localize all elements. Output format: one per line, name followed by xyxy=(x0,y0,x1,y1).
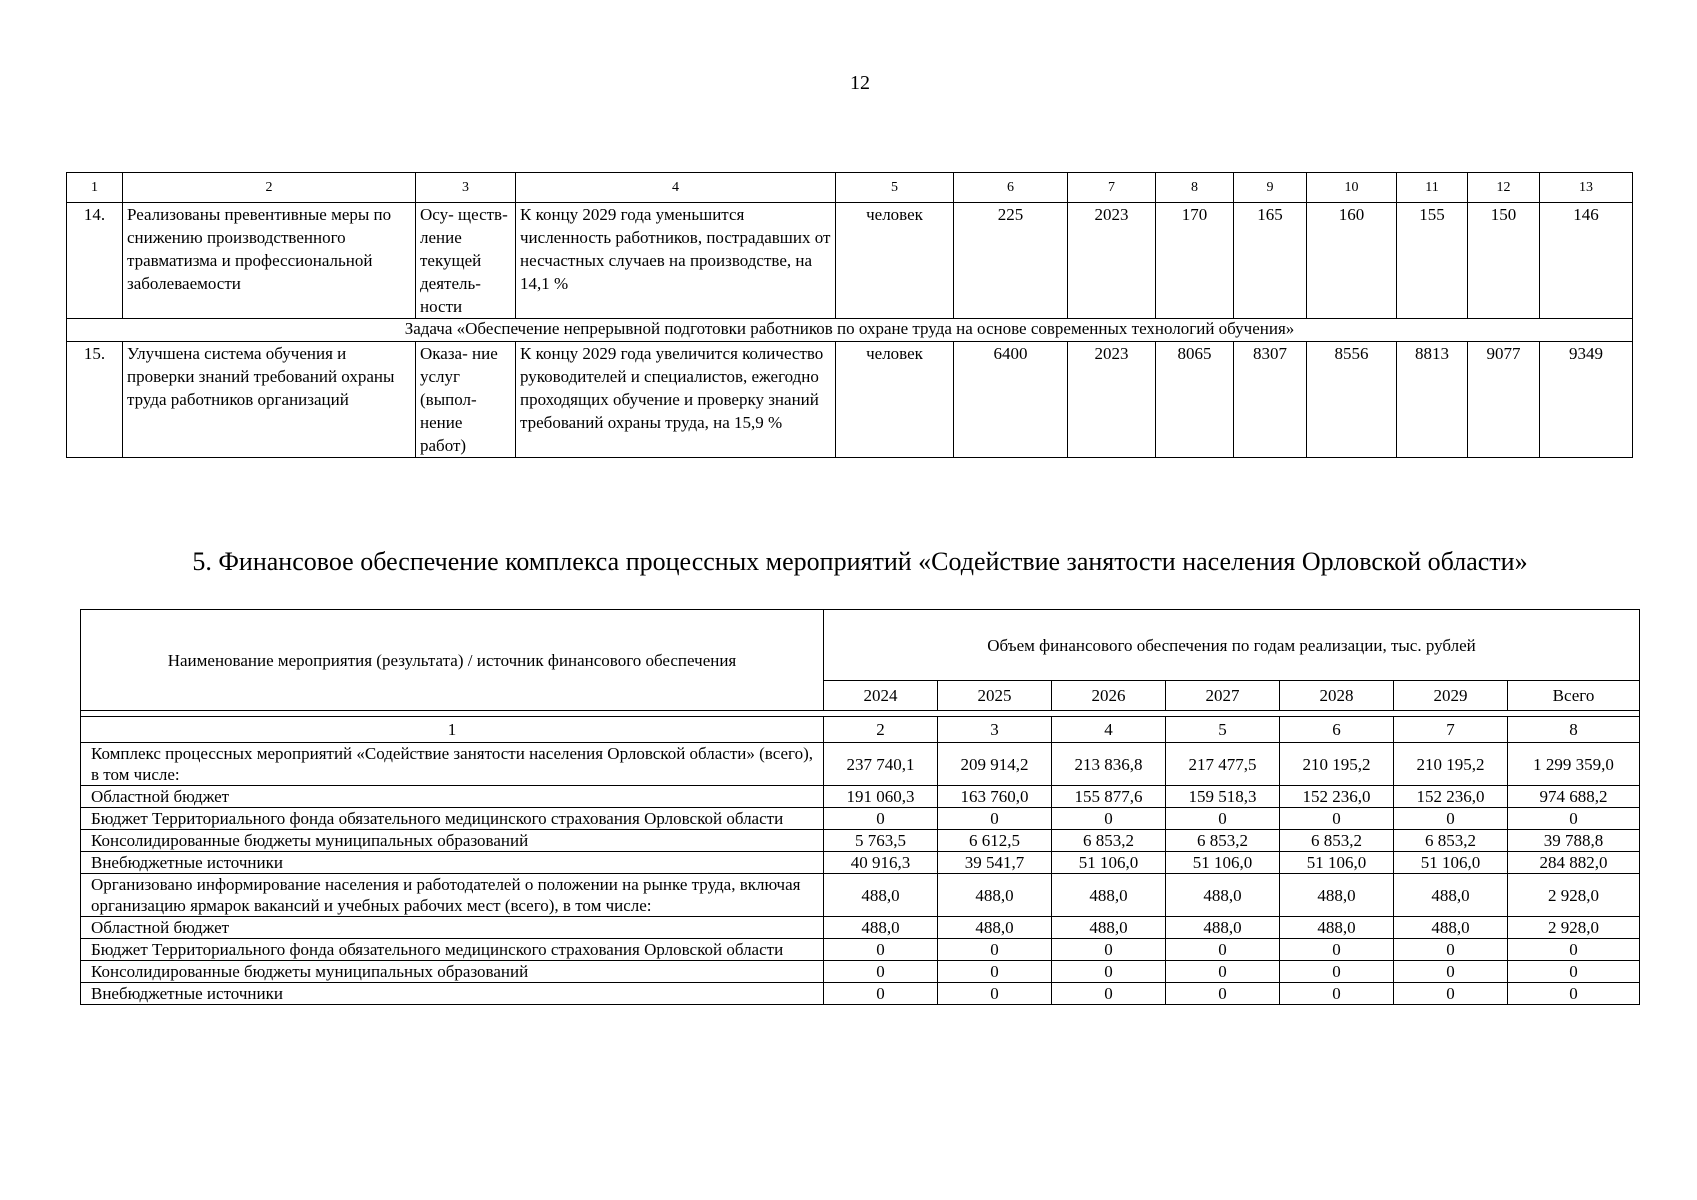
volume-header: Объем финансового обеспечения по годам реализации, тыс. рублей xyxy=(824,610,1640,681)
unit: человек xyxy=(836,203,954,319)
year-value: 0 xyxy=(824,808,938,830)
column-number: 11 xyxy=(1397,173,1468,203)
year-value: 0 xyxy=(1166,983,1280,1005)
result-name: Реализованы превентивные меры по снижению производственного травматизма и профессиональной заболеваемости xyxy=(123,203,416,319)
year-value: 0 xyxy=(1166,808,1280,830)
year-value: 488,0 xyxy=(824,917,938,939)
year-value: 0 xyxy=(1394,808,1508,830)
year-value: 51 106,0 xyxy=(1280,852,1394,874)
year-value: 217 477,5 xyxy=(1166,743,1280,786)
year-value: 0 xyxy=(1052,939,1166,961)
column-number: 9 xyxy=(1234,173,1307,203)
column-number: 4 xyxy=(516,173,836,203)
task-row xyxy=(67,319,1633,342)
row-name: Консолидированные бюджеты муниципальных образований xyxy=(81,961,824,983)
value-2027: 8813 xyxy=(1397,342,1468,458)
year-value: 488,0 xyxy=(824,874,938,917)
year-header: 2029 xyxy=(1394,681,1508,711)
year-value: 152 236,0 xyxy=(1394,786,1508,808)
row-name: Внебюджетные источники xyxy=(81,983,824,1005)
year-value: 0 xyxy=(938,961,1052,983)
row-name: Областной бюджет xyxy=(81,917,824,939)
value-2029: 146 xyxy=(1540,203,1633,319)
year-value: 0 xyxy=(1166,961,1280,983)
total-value: 974 688,2 xyxy=(1508,786,1640,808)
total-value: 0 xyxy=(1508,983,1640,1005)
year-value: 6 853,2 xyxy=(1394,830,1508,852)
table-row xyxy=(81,786,1640,808)
column-number: 8 xyxy=(1156,173,1234,203)
base-value: 225 xyxy=(954,203,1068,319)
table-row xyxy=(81,939,1640,961)
column-number: 12 xyxy=(1468,173,1540,203)
table-row xyxy=(81,808,1640,830)
column-number: 5 xyxy=(1166,717,1280,743)
year-value: 488,0 xyxy=(1394,874,1508,917)
year-value: 488,0 xyxy=(1280,874,1394,917)
row-name: Областной бюджет xyxy=(81,786,824,808)
year-value: 6 853,2 xyxy=(1166,830,1280,852)
row-number: 15. xyxy=(67,342,123,458)
year-header: 2028 xyxy=(1280,681,1394,711)
value-2025: 165 xyxy=(1234,203,1307,319)
year-value: 51 106,0 xyxy=(1394,852,1508,874)
year-value: 488,0 xyxy=(938,917,1052,939)
year-value: 159 518,3 xyxy=(1166,786,1280,808)
year-value: 0 xyxy=(938,983,1052,1005)
year-header: 2027 xyxy=(1166,681,1280,711)
row-name: Комплекс процессных мероприятий «Содействие занятости населения Орловской области» (всего), в том числе: xyxy=(81,743,824,786)
value-2025: 8307 xyxy=(1234,342,1307,458)
year-value: 0 xyxy=(938,939,1052,961)
year-value: 488,0 xyxy=(1166,874,1280,917)
year-value: 40 916,3 xyxy=(824,852,938,874)
row-name: Консолидированные бюджеты муниципальных образований xyxy=(81,830,824,852)
year-value: 488,0 xyxy=(1166,917,1280,939)
financing-table xyxy=(80,609,1640,1005)
row-name: Организовано информирование населения и работодателей о положении на рынке труда, включая организацию ярмарок вакансий и учебных рабочих мест (всего), в том числе: xyxy=(81,874,824,917)
total-value: 0 xyxy=(1508,939,1640,961)
column-number: 3 xyxy=(416,173,516,203)
year-value: 0 xyxy=(1052,961,1166,983)
year-value: 0 xyxy=(1394,961,1508,983)
year-value: 488,0 xyxy=(938,874,1052,917)
year-value: 213 836,8 xyxy=(1052,743,1166,786)
year-value: 51 106,0 xyxy=(1166,852,1280,874)
year-value: 0 xyxy=(1394,939,1508,961)
year-value: 152 236,0 xyxy=(1280,786,1394,808)
value-2028: 9077 xyxy=(1468,342,1540,458)
total-value: 0 xyxy=(1508,961,1640,983)
year-value: 51 106,0 xyxy=(1052,852,1166,874)
table-row xyxy=(81,874,1640,917)
row-name: Бюджет Территориального фонда обязательного медицинского страхования Орловской области xyxy=(81,808,824,830)
column-number: 1 xyxy=(81,717,824,743)
indicators-table xyxy=(66,172,1633,458)
base-year: 2023 xyxy=(1068,342,1156,458)
table-row xyxy=(81,743,1640,786)
row-name: Внебюджетные источники xyxy=(81,852,824,874)
value-2028: 150 xyxy=(1468,203,1540,319)
table-row xyxy=(81,917,1640,939)
base-year: 2023 xyxy=(1068,203,1156,319)
value-2026: 8556 xyxy=(1307,342,1397,458)
table-row xyxy=(67,342,1633,458)
column-number: 1 xyxy=(67,173,123,203)
year-value: 0 xyxy=(1280,939,1394,961)
column-number-row xyxy=(67,173,1633,203)
year-value: 209 914,2 xyxy=(938,743,1052,786)
year-value: 488,0 xyxy=(1280,917,1394,939)
year-value: 237 740,1 xyxy=(824,743,938,786)
result-name: Улучшена система обучения и проверки знаний требований охраны труда работников организаций xyxy=(123,342,416,458)
column-number: 8 xyxy=(1508,717,1640,743)
column-number: 2 xyxy=(824,717,938,743)
year-value: 0 xyxy=(1280,961,1394,983)
base-value: 6400 xyxy=(954,342,1068,458)
year-value: 0 xyxy=(1052,983,1166,1005)
total-value: 0 xyxy=(1508,808,1640,830)
year-value: 210 195,2 xyxy=(1280,743,1394,786)
year-value: 6 612,5 xyxy=(938,830,1052,852)
column-number: 3 xyxy=(938,717,1052,743)
year-header: 2026 xyxy=(1052,681,1166,711)
column-number: 7 xyxy=(1068,173,1156,203)
row-name: Бюджет Территориального фонда обязательного медицинского страхования Орловской области xyxy=(81,939,824,961)
unit: человек xyxy=(836,342,954,458)
year-value: 0 xyxy=(1052,808,1166,830)
column-number-row xyxy=(81,717,1640,743)
total-value: 39 788,8 xyxy=(1508,830,1640,852)
task-text: Задача «Обеспечение непрерывной подготовки работников по охране труда на основе современных технологий обучения» xyxy=(67,319,1633,342)
value-2024: 170 xyxy=(1156,203,1234,319)
value-2026: 160 xyxy=(1307,203,1397,319)
value-2024: 8065 xyxy=(1156,342,1234,458)
table-row xyxy=(81,852,1640,874)
year-value: 488,0 xyxy=(1394,917,1508,939)
year-value: 0 xyxy=(824,983,938,1005)
year-value: 155 877,6 xyxy=(1052,786,1166,808)
value-2029: 9349 xyxy=(1540,342,1633,458)
section-title: 5. Финансовое обеспечение комплекса процессных мероприятий «Содействие занятости населения Орловской области» xyxy=(192,547,1528,576)
year-value: 0 xyxy=(824,961,938,983)
column-number: 10 xyxy=(1307,173,1397,203)
table-row xyxy=(67,203,1633,319)
year-value: 163 760,0 xyxy=(938,786,1052,808)
column-number: 4 xyxy=(1052,717,1166,743)
year-value: 488,0 xyxy=(1052,874,1166,917)
result-description: К концу 2029 года уменьшится численность работников, пострадавших от несчастных случаев на производстве, на 14,1 % xyxy=(516,203,836,319)
column-number: 5 xyxy=(836,173,954,203)
table-row xyxy=(81,830,1640,852)
result-type: Оказа- ние услуг (выпол- нение работ) xyxy=(416,342,516,458)
header-row xyxy=(81,610,1640,681)
year-value: 6 853,2 xyxy=(1052,830,1166,852)
year-value: 0 xyxy=(938,808,1052,830)
table-row xyxy=(81,983,1640,1005)
row-number: 14. xyxy=(67,203,123,319)
name-header: Наименование мероприятия (результата) / источник финансового обеспечения xyxy=(81,610,824,711)
year-value: 0 xyxy=(1280,983,1394,1005)
column-number: 2 xyxy=(123,173,416,203)
table-row xyxy=(81,961,1640,983)
year-value: 5 763,5 xyxy=(824,830,938,852)
result-type: Осу- ществ- ление текущей деятель- ности xyxy=(416,203,516,319)
year-value: 0 xyxy=(1166,939,1280,961)
year-value: 39 541,7 xyxy=(938,852,1052,874)
total-value: 2 928,0 xyxy=(1508,874,1640,917)
column-number: 6 xyxy=(954,173,1068,203)
column-number: 7 xyxy=(1394,717,1508,743)
year-value: 0 xyxy=(1394,983,1508,1005)
year-value: 488,0 xyxy=(1052,917,1166,939)
column-number: 13 xyxy=(1540,173,1633,203)
year-value: 6 853,2 xyxy=(1280,830,1394,852)
value-2027: 155 xyxy=(1397,203,1468,319)
page-number: 12 xyxy=(850,72,870,94)
total-value: 1 299 359,0 xyxy=(1508,743,1640,786)
column-number: 6 xyxy=(1280,717,1394,743)
year-header: 2025 xyxy=(938,681,1052,711)
total-value: 2 928,0 xyxy=(1508,917,1640,939)
result-description: К концу 2029 года увеличится количество руководителей и специалистов, ежегодно проходящих обучение и проверку знаний требований охраны труда, на 15,9 % xyxy=(516,342,836,458)
total-header: Всего xyxy=(1508,681,1640,711)
year-value: 0 xyxy=(1280,808,1394,830)
year-value: 0 xyxy=(824,939,938,961)
year-value: 191 060,3 xyxy=(824,786,938,808)
total-value: 284 882,0 xyxy=(1508,852,1640,874)
year-header: 2024 xyxy=(824,681,938,711)
year-value: 210 195,2 xyxy=(1394,743,1508,786)
